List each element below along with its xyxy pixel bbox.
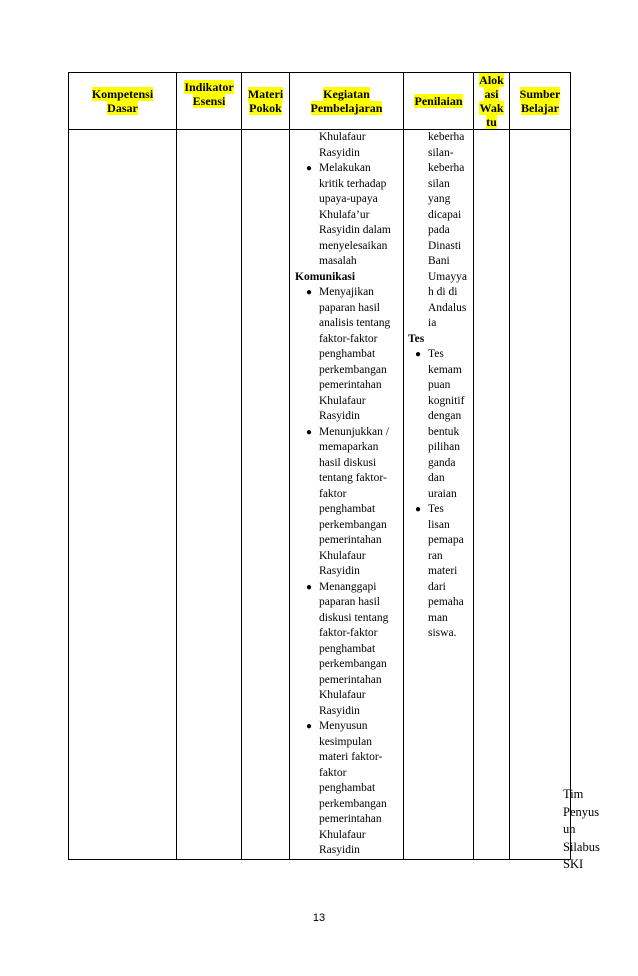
penilaian-line: yang [428, 193, 451, 205]
list-item-line: Khulafaur [319, 394, 366, 407]
list-item-line: faktor-faktor [319, 332, 378, 345]
list-item-line: Tes [428, 348, 444, 360]
section-heading: Tes [408, 332, 425, 345]
cell-materi-pokok [242, 130, 290, 860]
bullet-list [407, 347, 471, 642]
penilaian-line: Andalus [428, 301, 467, 314]
list-item-line: hasil diskusi [319, 456, 377, 469]
signature-block [563, 786, 600, 874]
list-item-line: Rasyidin [319, 844, 360, 856]
list-item-line: pemerintahan [319, 673, 382, 686]
penilaian-line: pada [428, 224, 450, 236]
penilaian-content [404, 130, 473, 642]
syllabus-table [68, 72, 571, 860]
list-item-line: puan [428, 379, 451, 391]
list-item [415, 502, 471, 642]
list-item-line: Rasyidin [319, 704, 360, 717]
signature-line: Silabus [563, 839, 600, 854]
bullet-icon: ● [415, 349, 422, 360]
header-kegiatan-pembelajaran: Kegiatan Pembelajaran [290, 73, 404, 130]
penilaian-line: Dinasti [428, 239, 462, 252]
bullet-list [294, 285, 399, 859]
list-item-line: ganda [428, 456, 456, 469]
signature-line: un [563, 822, 576, 836]
bullet-icon: ● [306, 581, 313, 593]
page-number: 13 [312, 912, 326, 924]
table-row [69, 130, 571, 860]
kegiatan-content [290, 130, 403, 859]
list-item-line: Rasyidin [319, 410, 360, 422]
penilaian-line: Umayya [428, 270, 467, 283]
list-item-line: lisan [428, 518, 450, 531]
list-item-line: faktor [319, 487, 347, 500]
cell-sumber-belajar [510, 130, 571, 860]
kegiatan-line: Khulafaur [319, 131, 366, 143]
bullet-icon: ● [306, 163, 313, 174]
list-item-line: penghambat [319, 782, 376, 794]
cell-penilaian [404, 130, 474, 860]
list-item-line: Khulafaur [319, 689, 366, 701]
header-kompetensi-dasar: Kompetensi Dasar [69, 73, 177, 130]
bullet-list [294, 161, 399, 270]
cell-kompetensi-dasar [69, 130, 177, 860]
list-item [306, 580, 399, 720]
list-item-line: Rasyidin dalam [319, 224, 391, 236]
list-item-line: Khulafa’ur [319, 208, 370, 221]
list-item-line: materi faktor- [319, 751, 383, 763]
cell-kegiatan-pembelajaran [290, 130, 404, 860]
list-item-line: perkembangan [319, 658, 387, 670]
cell-alokasi-waktu [474, 130, 510, 860]
header-alokasi-waktu: Alok asi Wak tu [474, 73, 510, 130]
list-item-line: dan [428, 472, 445, 484]
list-item-line: pilihan [428, 441, 460, 453]
list-item-line: pemaha [428, 596, 464, 608]
list-item-line: penghambat [319, 348, 376, 360]
list-item-line: siswa. [428, 627, 457, 639]
list-item [415, 347, 471, 502]
list-item-line: pemerintahan [319, 534, 382, 546]
cell-indikator-esensi [177, 130, 242, 860]
penilaian-line: Bani [428, 255, 450, 267]
list-item-line: penghambat [319, 642, 376, 655]
penilaian-line: ia [428, 317, 437, 329]
penilaian-line: keberha [428, 162, 465, 174]
list-item-line: paparan hasil [319, 596, 380, 608]
section-heading: Komunikasi [295, 270, 356, 283]
list-item-line: pemapa [428, 534, 464, 546]
signature-line: Tim [563, 787, 584, 801]
list-item-line: Tes [428, 503, 444, 515]
kegiatan-line: Rasyidin [319, 146, 360, 159]
list-item-line: uraian [428, 487, 457, 500]
list-item [306, 719, 399, 859]
list-item-line: kesimpulan [319, 735, 373, 748]
bullet-icon: ● [306, 426, 313, 438]
list-item-line: menyelesaikan [319, 239, 388, 252]
bullet-icon: ● [415, 504, 422, 515]
list-item-line: dengan [428, 410, 462, 422]
signature-line: Penyus [563, 804, 600, 819]
list-item [306, 161, 399, 270]
header-row [69, 73, 571, 130]
list-item [306, 285, 399, 425]
header-sumber-belajar: Sumber Belajar [510, 73, 571, 130]
list-item-line: upaya-upaya [319, 193, 378, 205]
list-item-line: Menyajikan [319, 286, 374, 298]
list-item-line: perkembangan [319, 797, 387, 810]
list-item-line: Khulafaur [319, 828, 366, 841]
list-item-line: dari [428, 580, 446, 593]
list-item-line: perkembangan [319, 518, 387, 531]
list-item-line: Khulafaur [319, 549, 366, 562]
list-item-line: pemerintahan [319, 813, 382, 825]
list-item-line: man [428, 611, 448, 624]
list-item-line: ran [428, 549, 443, 562]
list-item-line: penghambat [319, 503, 376, 515]
list-item-line: Menunjukkan / [319, 425, 389, 438]
list-item-line: Melakukan [319, 162, 371, 174]
list-item-line: kognitif [428, 394, 465, 407]
list-item-line: bentuk [428, 425, 460, 438]
signature-line: SKI [563, 857, 584, 871]
penilaian-line: silan [428, 177, 450, 190]
header-materi-pokok: Materi Pokok [242, 73, 290, 130]
list-item-line: kemam [428, 363, 462, 376]
list-item-line: diskusi tentang [319, 611, 389, 624]
header-penilaian: Penilaian [404, 73, 474, 130]
bullet-icon: ● [306, 287, 313, 298]
list-item-line: tentang faktor- [319, 472, 387, 484]
header-indikator-esensi: Indikator Esensi [177, 73, 242, 130]
list-item-line: faktor [319, 766, 347, 779]
list-item-line: faktor-faktor [319, 627, 378, 639]
penilaian-line: dicapai [428, 208, 462, 221]
list-item-line: masalah [319, 255, 357, 267]
bullet-icon: ● [306, 721, 313, 732]
list-item-line: Rasyidin [319, 565, 360, 577]
list-item-line: memaparkan [319, 441, 379, 453]
penilaian-line: silan- [428, 146, 454, 159]
list-item-line: perkembangan [319, 363, 387, 376]
list-item-line: paparan hasil [319, 301, 380, 314]
list-item-line: Menanggapi [319, 580, 377, 593]
list-item-line: Menyusun [319, 720, 368, 732]
list-item-line: kritik terhadap [319, 177, 387, 190]
list-item-line: analisis tentang [319, 317, 391, 329]
list-item-line: pemerintahan [319, 379, 382, 391]
list-item-line: materi [428, 565, 458, 577]
penilaian-line: h di di [428, 286, 458, 298]
list-item [306, 425, 399, 580]
penilaian-line: keberha [428, 131, 465, 143]
